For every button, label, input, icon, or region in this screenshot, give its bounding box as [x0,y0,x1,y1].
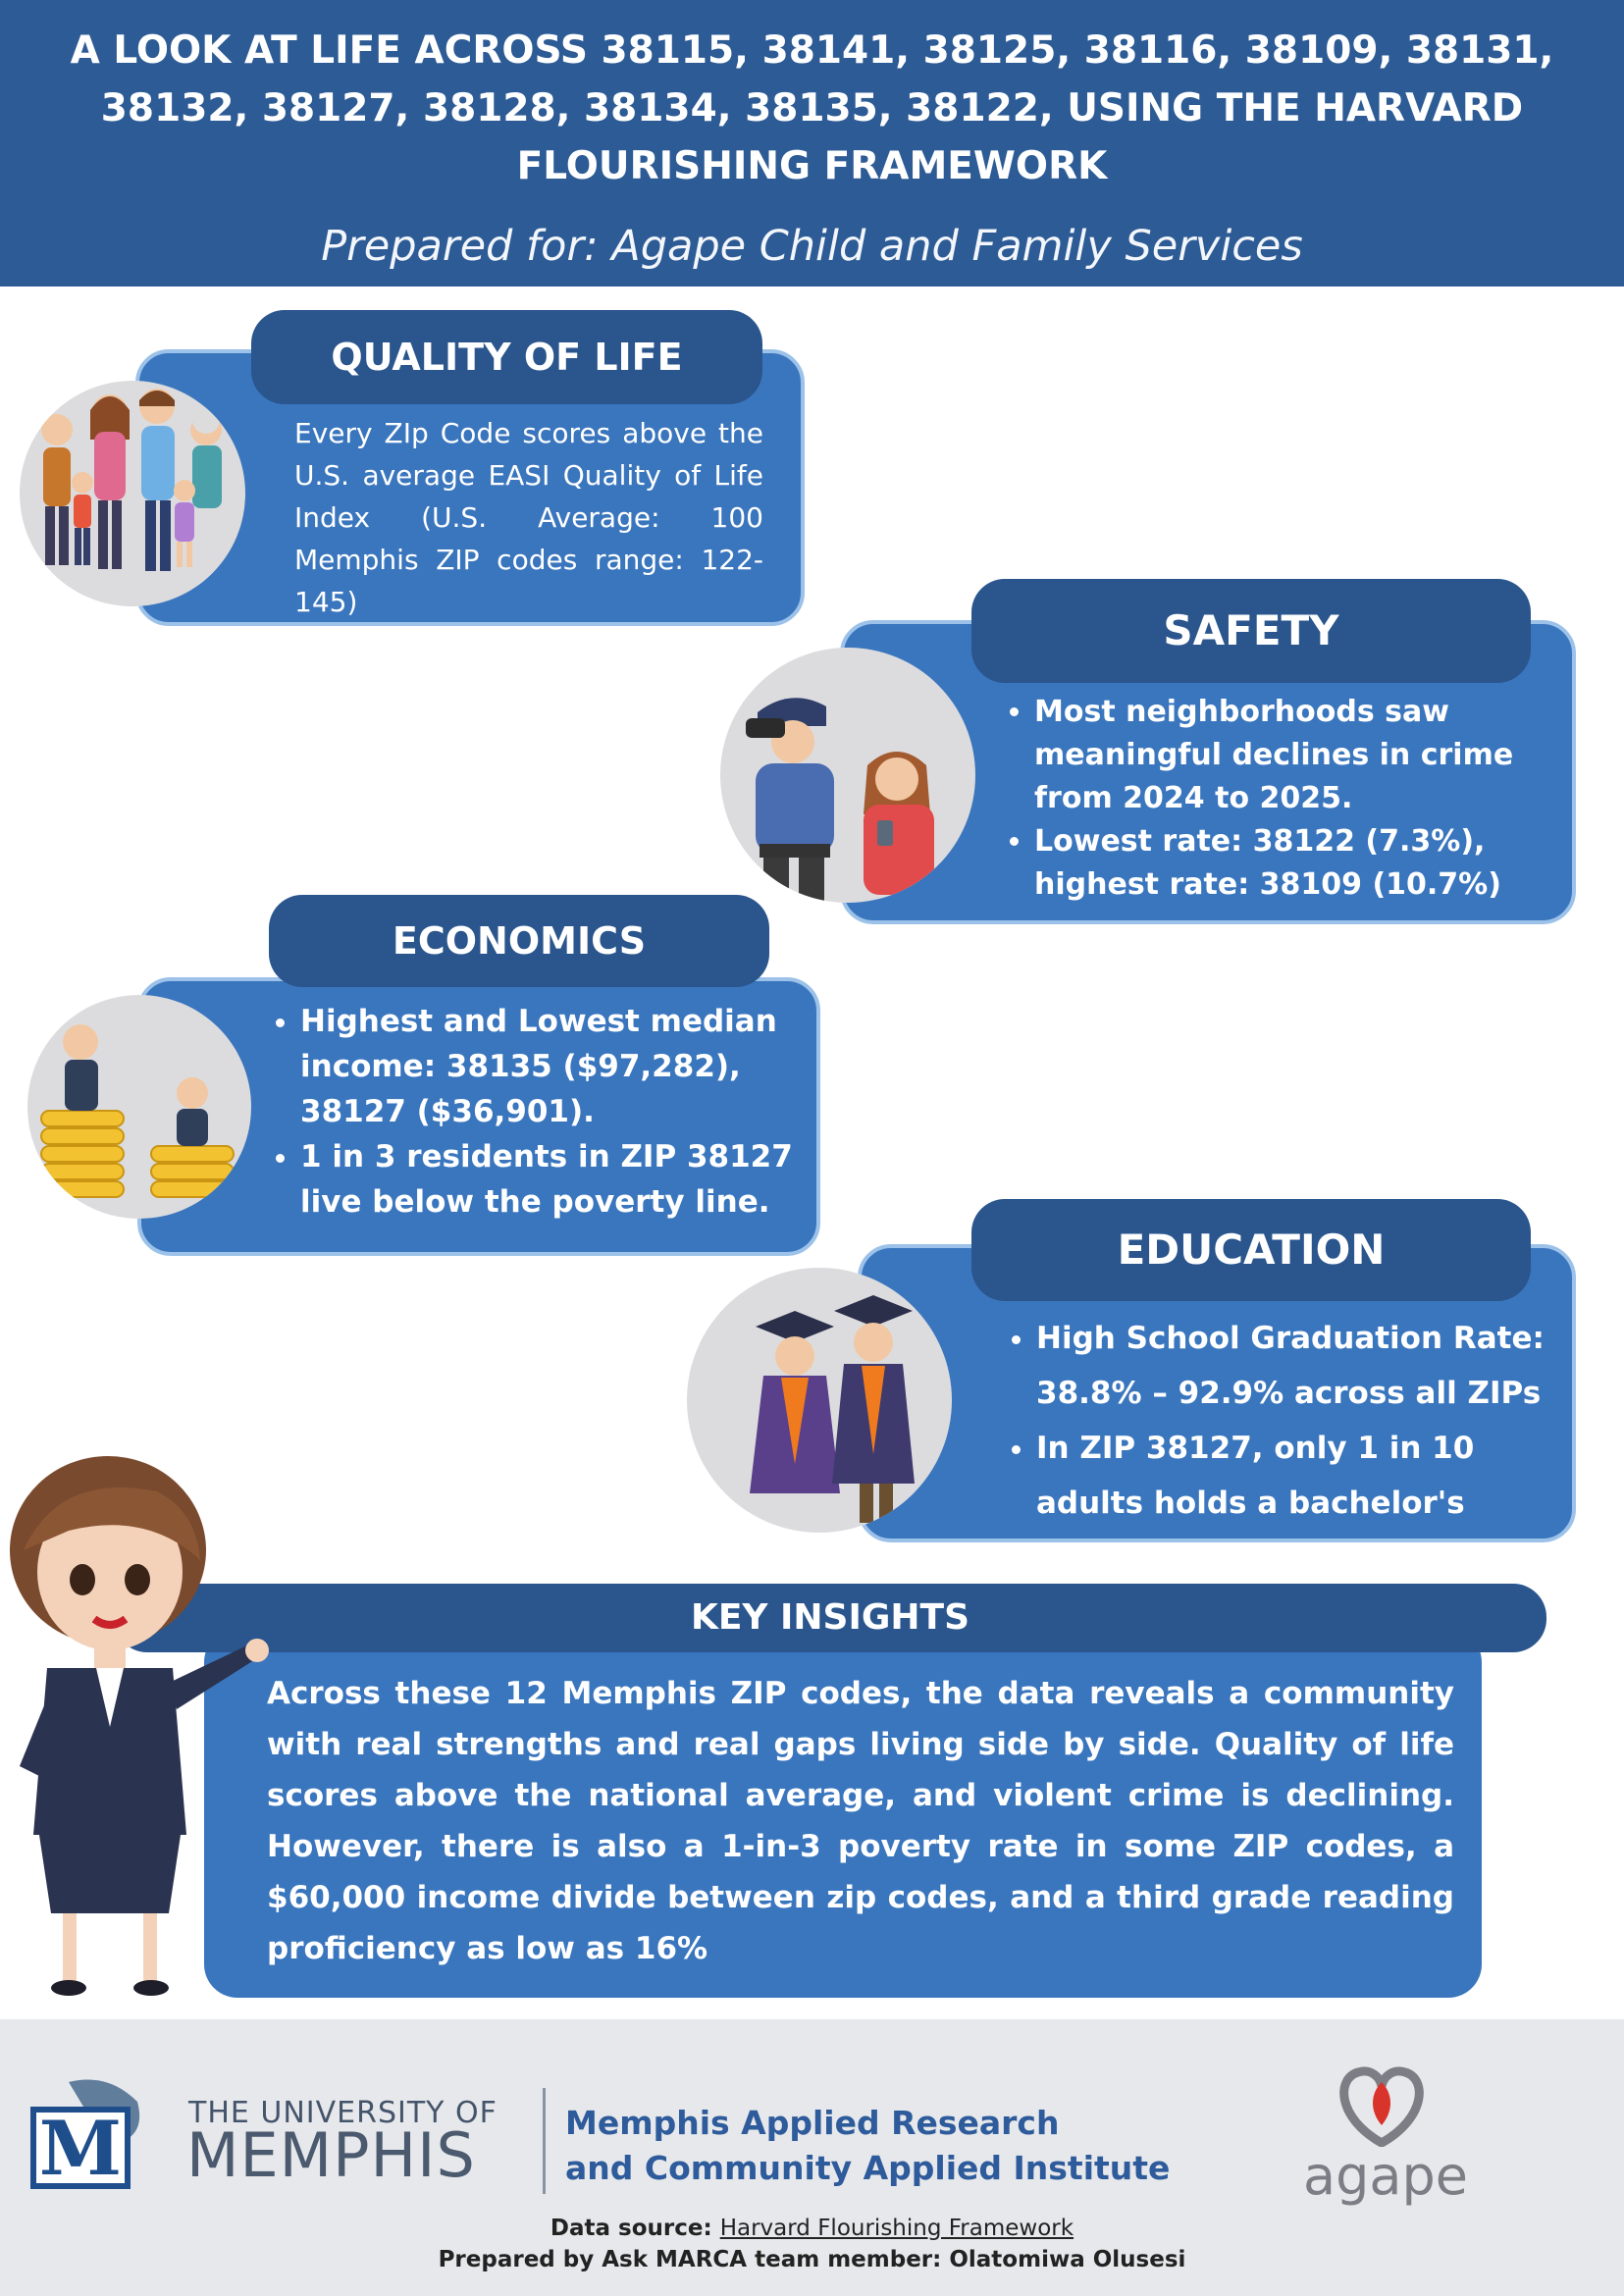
quality-of-life-text: Every ZIp Code scores above the U.S. average EASI Quality of Life Index (U.S. Average: 100 Memphis ZIP codes range: 122-145) [294,417,763,618]
family-illustration [20,381,245,606]
graduates-illustration [687,1268,952,1533]
safety-text [999,691,1554,907]
education-title: EDUCATION [971,1199,1531,1301]
coin-stacks-illustration [27,995,251,1219]
um-line2: MEMPHIS [186,2119,476,2191]
um-line1: THE UNIVERSITY OF [188,2096,498,2130]
safety-bullet: • Lowest rate: 38122 (7.3%), highest rate: 38109 (10.7%) [1034,820,1554,907]
page-subtitle: Prepared for: Agape Child and Family Services [321,222,1303,271]
education-bullet: • High School Graduation Rate: 38.8% – 92.9% across all ZIPs [1036,1311,1556,1421]
institute-line1: Memphis Applied Research [565,2104,1060,2142]
key-insights-text: Across these 12 Memphis ZIP codes, the data reveals a community with real strengths and real gaps living side by side. Quality of life scores above the national average, and violent crime is declining. However, there is also a 1-in-3 poverty rate in some ZIP codes, a $60,000 income divide between zip codes, and a third grade reading proficiency as low as 16% [267,1676,1454,1966]
data-source-label: Data source: [550,2216,720,2241]
institute-line2: and Community Applied Institute [565,2149,1171,2187]
quality-of-life-title: QUALITY OF LIFE [251,310,762,404]
page-title: A LOOK AT LIFE ACROSS 38115, 38141, 38125, 38116, 38109, 38131, 38132, 38127, 38128, 38134, 38135, 38122, USING THE HARVARD FLOURISHING FRAMEWORK [70,28,1554,188]
safety-bullet: • Most neighborhoods saw meaningful declines in crime from 2024 to 2025. [1034,691,1554,820]
presenter-illustration [0,1452,275,2002]
safety-title: SAFETY [971,579,1531,683]
economics-bullet: • Highest and Lowest median income: 38135 ($97,282), 38127 ($36,901). [300,999,795,1134]
education-bullet: • In ZIP 38127, only 1 in 10 adults holds a bachelor's degree [1036,1421,1556,1586]
footer-divider [543,2088,546,2194]
key-insights-title: KEY INSIGHTS [114,1584,1546,1652]
economics-title: ECONOMICS [269,895,769,987]
university-of-memphis-logo [29,2072,149,2190]
prepared-by: Prepared by Ask MARCA team member: Olatomiwa Olusesi [438,2247,1186,2272]
agape-wordmark: agape [1303,2145,1468,2207]
education-text [1001,1311,1556,1586]
um-mark: M [38,2105,123,2190]
economics-bullet: • 1 in 3 residents in ZIP 38127 live below the poverty line. [300,1134,795,1225]
police-officer-illustration [720,648,975,903]
data-source [0,2216,1624,2241]
data-source-link[interactable]: Harvard Flourishing Framework [719,2216,1074,2241]
header-banner [0,0,1624,287]
economics-text [265,999,795,1225]
